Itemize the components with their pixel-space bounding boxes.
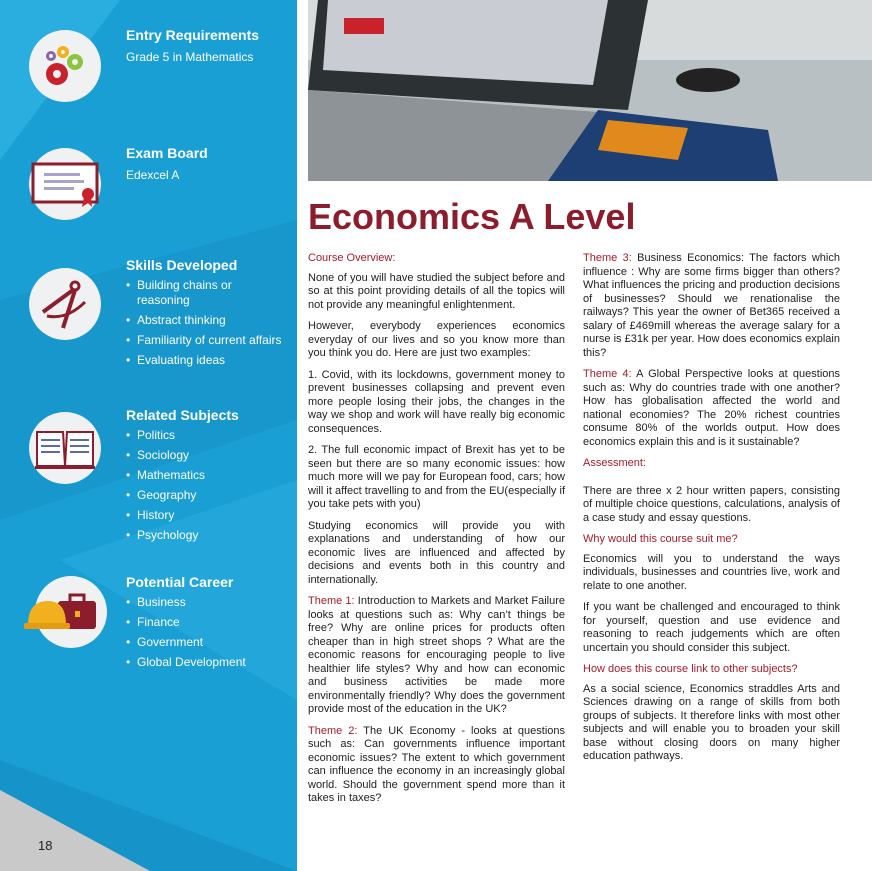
theme1-text: Introduction to Markets and Market Failure looks at questions such as: Why can’t things be free? Why are online prices for products often cheaper than in high street shops ? What are the economic reasons for encouraging people to live healthier life styles? Why and how can economic and business activities be made more environmentally friendly? Why does the government provide most of the education in the UK? <box>308 595 565 715</box>
theme4-label: Theme 4: <box>583 368 632 380</box>
overview-heading: Course Overview: <box>308 252 396 264</box>
theme3-paragraph <box>583 252 840 360</box>
career-list <box>126 595 286 670</box>
theme2-label: Theme 2: <box>308 724 358 737</box>
list-item: • Global Development <box>126 655 286 670</box>
exam-board <box>126 144 208 183</box>
paragraph: 1. Covid, with its lockdowns, government money to prevent businesses collapsing and prevent even more people losing their jobs, the changes in the way we shop and work will have really big economic consequences. <box>308 368 565 435</box>
skills-title: Skills Developed <box>126 257 238 273</box>
related-list <box>126 428 286 543</box>
page-number: 18 <box>38 838 53 853</box>
book-icon <box>29 412 101 484</box>
entry-requirements-value: Grade 5 in Mathematics <box>126 50 254 64</box>
theme1-label: Theme 1: <box>308 595 355 607</box>
list-item: • Evaluating ideas <box>126 353 286 368</box>
skills-developed <box>126 256 286 373</box>
list-item: • Familiarity of current affairs <box>126 333 286 348</box>
theme3-text: Business Economics: The factors which influence : Why are some firms bigger than others? What influences the pricing and production decisions of businesses? Should we renationalise the railways? This year the owner of Bet365 received a salary of £469mill whereas the average salary for a nurse is £31k per year. How does economics explain this? <box>583 252 840 359</box>
entry-requirements-title: Entry Requirements <box>126 27 260 43</box>
suit-paragraph-1: Economics will you to understand the ways individuals, businesses and countries live, work and relate to one another. <box>583 552 840 592</box>
compass-icon <box>29 268 101 340</box>
career-title: Potential Career <box>126 574 234 590</box>
link-paragraph: As a social science, Economics straddles Arts and Sciences drawing on a range of skills from both groups of subjects. It therefore links with most other subjects and will enable you to broaden your skill base without closing doors on many higher education pathways. <box>583 682 840 762</box>
theme4-text: A Global Perspective looks at questions such as: Why do countries trade with one another? How has globalisation affected the world and national economies? The 20% richest countries consume 80% of the worlds output. How does economics explain this and is it sustainable? <box>583 368 840 448</box>
exam-board-value: Edexcel A <box>126 168 180 182</box>
list-item: • Building chains or reasoning <box>126 278 286 308</box>
list-item: • Politics <box>126 428 286 443</box>
list-item: • Finance <box>126 615 286 630</box>
column-left <box>308 252 565 814</box>
suit-paragraph-2: If you want be challenged and encouraged to think for yourself, question and use evidence and reasoning to reach judgements which are often uncertain you should consider this subject. <box>583 601 840 654</box>
page-title: Economics A Level <box>308 196 636 237</box>
related-title: Related Subjects <box>126 407 239 423</box>
column-right <box>583 252 840 772</box>
related-subjects <box>126 406 286 548</box>
paragraph: 2. The full economic impact of Brexit has yet to be seen but there are so many economic issues: how much more will we pay for European food, cars; how will it affect travelling to and from the EU(especially if you take pets with you) <box>308 444 565 510</box>
theme4-paragraph <box>583 368 840 449</box>
gears-icon <box>29 30 101 102</box>
list-item: • Psychology <box>126 528 286 543</box>
certificate-icon <box>29 148 101 220</box>
hardhat-briefcase-icon <box>35 576 107 648</box>
entry-requirements <box>126 26 259 65</box>
paragraph: Studying economics will provide you with explanations and understanding of how our economic lives are influenced and affected by decisions and events both in this country and internationally. <box>308 519 565 586</box>
potential-career <box>126 573 286 675</box>
exam-board-title: Exam Board <box>126 145 208 161</box>
theme1-paragraph <box>308 595 565 717</box>
paragraph: However, everybody experiences economics everyday of our lives and so you know more than you think you do. Here are just two examples: <box>308 320 565 359</box>
suit-heading: Why would this course suit me? <box>583 533 738 545</box>
theme3-label: Theme 3: <box>583 252 632 264</box>
list-item: • Business <box>126 595 286 610</box>
list-item: • Mathematics <box>126 468 286 483</box>
list-item: • Sociology <box>126 448 286 463</box>
assessment-heading: Assessment: <box>583 457 646 469</box>
theme2-paragraph <box>308 725 565 806</box>
sidebar <box>0 0 297 871</box>
paragraph: None of you will have studied the subject before and so at this point providing details of all the topics will not provide any meaningful enlightenment. <box>308 271 565 311</box>
list-item: • Geography <box>126 488 286 503</box>
list-item: • Government <box>126 635 286 650</box>
header-photo <box>308 0 872 181</box>
theme2-text: The UK Economy - looks at questions such as: Can governments influence important economic issues? The extent to which government can influence the economy in an increasingly global world. Should the government spend more than it takes in taxes? <box>308 724 565 804</box>
skills-list <box>126 278 286 368</box>
assessment-text: There are three x 2 hour written papers, consisting of multiple choice questions, calculations, analysis of a case study and essay questions. <box>583 484 840 524</box>
list-item: • Abstract thinking <box>126 313 286 328</box>
link-heading: How does this course link to other subjects? <box>583 663 798 675</box>
list-item: • History <box>126 508 286 523</box>
